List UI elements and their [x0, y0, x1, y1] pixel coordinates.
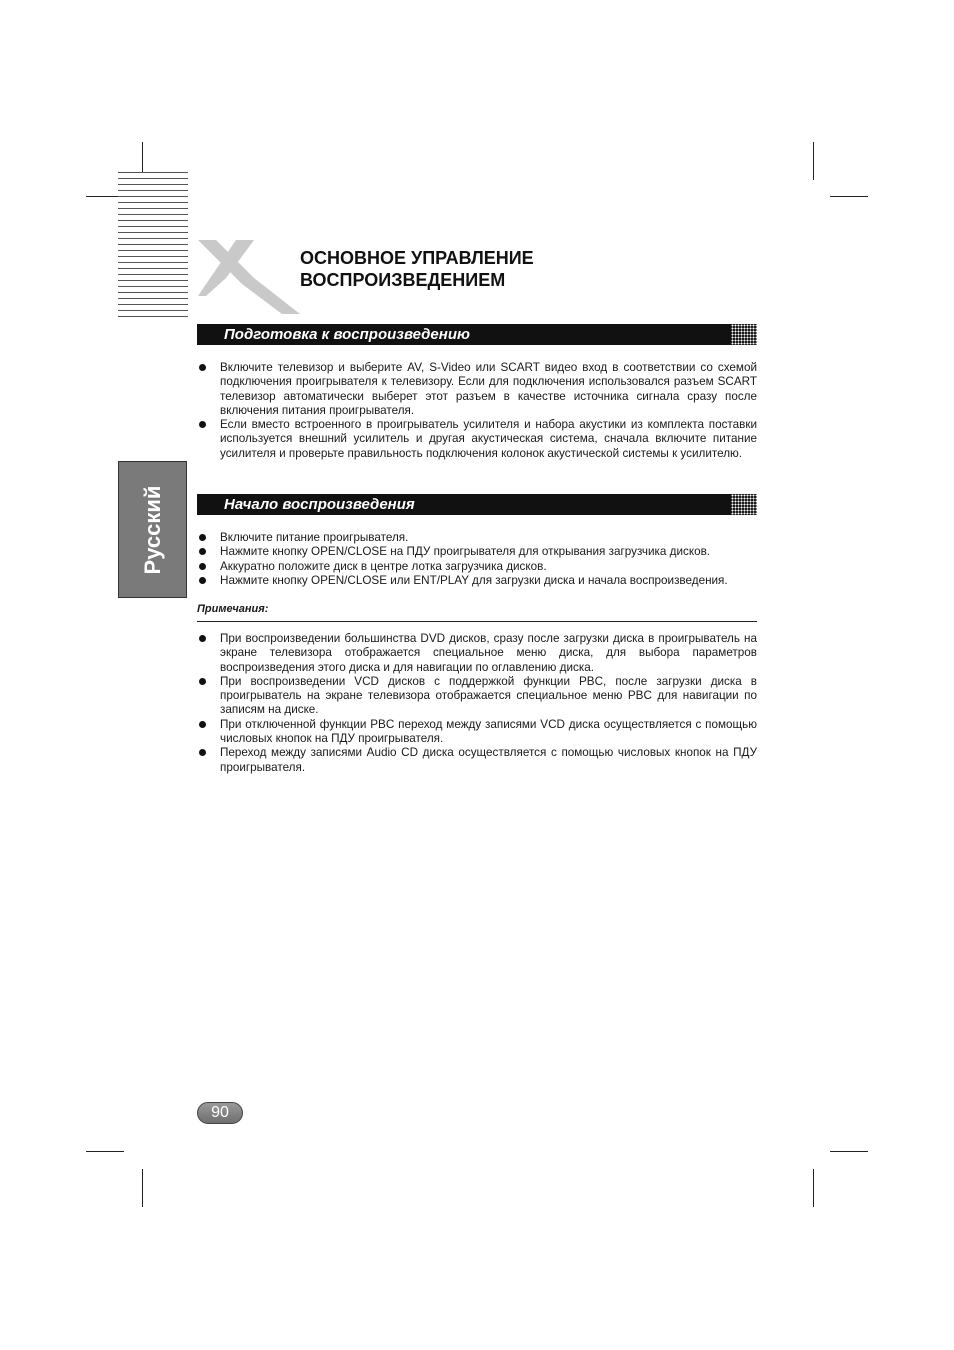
bullet-dot-icon: [199, 721, 206, 728]
crop-mark: [830, 196, 868, 197]
crop-mark: [142, 1169, 143, 1207]
bullet-dot-icon: [199, 635, 206, 642]
bullet-dot-icon: [199, 364, 206, 371]
list-item: При отключенной функции PBC переход между записями VCD диска осуществляется с помощью числовых кнопок на ПДУ проигрывателя.: [197, 718, 757, 747]
list-item: Если вместо встроенного в проигрыватель усилителя и набора акустики из комплекта поставки используется внешний усилитель и другая акустическая система, сначала включите питание усилителя и проверьте правильность подключения колонок акустической системы к усилителю.: [197, 418, 757, 461]
section-heading-bar: [197, 494, 757, 515]
list-item: Нажмите кнопку OPEN/CLOSE или ENT/PLAY для загрузки диска и начала воспроизведения.: [197, 574, 757, 588]
list-item: Нажмите кнопку OPEN/CLOSE на ПДУ проигрывателя для открывания загрузчика дисков.: [197, 545, 757, 559]
bullet-dot-icon: [199, 534, 206, 541]
bullet-dot-icon: [199, 749, 206, 756]
bullet-list: [197, 531, 757, 588]
list-item: Переход между записями Audio CD диска осуществляется с помощью числовых кнопок на ПДУ проигрывателя.: [197, 746, 757, 775]
dot-pattern: [731, 494, 757, 515]
page-number: 90: [197, 1102, 243, 1124]
list-item: Включите телевизор и выберите AV, S-Video или SCART видео вход в соответствии со схемой подключения проигрывателя к телевизору. Если для подключения использовался разъем SCART телевизор автоматически выберет этот разъем в качестве источника сигнала сразу после включения питания проигрывателя.: [197, 361, 757, 418]
crop-mark: [86, 1151, 124, 1152]
language-side-tab: [118, 461, 187, 598]
section-heading: Начало воспроизведения: [224, 496, 415, 513]
x-logo-icon: [196, 238, 306, 316]
dot-pattern: [731, 324, 757, 345]
bullet-dot-icon: [199, 563, 206, 570]
bullet-dot-icon: [199, 548, 206, 555]
section-heading: Подготовка к воспроизведению: [224, 326, 470, 343]
list-item: При воспроизведении VCD дисков с поддержкой функции PBC, после загрузки диска в проигрыватель на экране телевизора отображается специальное меню PBC для навигации по записям на диске.: [197, 675, 757, 718]
notes-heading: Примечания:: [197, 603, 269, 615]
list-item: Включите питание проигрывателя.: [197, 531, 757, 545]
bullet-dot-icon: [199, 678, 206, 685]
notes-list: [197, 632, 757, 775]
crop-mark: [830, 1151, 868, 1152]
list-item: Аккуратно положите диск в центре лотка загрузчика дисков.: [197, 560, 757, 574]
bullet-dot-icon: [199, 421, 206, 428]
bullet-dot-icon: [199, 577, 206, 584]
page-title-line2: ВОСПРОИЗВЕДЕНИЕМ: [300, 270, 506, 290]
list-item: При воспроизведении большинства DVD дисков, сразу после загрузки диска в проигрыватель на экране телевизора отображается специальное меню диска, для выбора параметров воспроизведения этого диска и для навигации по оглавлению диска.: [197, 632, 757, 675]
language-label: Русский: [139, 485, 165, 574]
crop-mark: [813, 1169, 814, 1207]
header-stripes: [118, 172, 188, 322]
notes-divider: [197, 621, 757, 622]
page-title-line1: ОСНОВНОЕ УПРАВЛЕНИЕ: [300, 248, 534, 268]
crop-mark: [813, 142, 814, 180]
bullet-list: [197, 361, 757, 461]
page-title: [300, 247, 534, 291]
section-heading-bar: [197, 324, 757, 345]
